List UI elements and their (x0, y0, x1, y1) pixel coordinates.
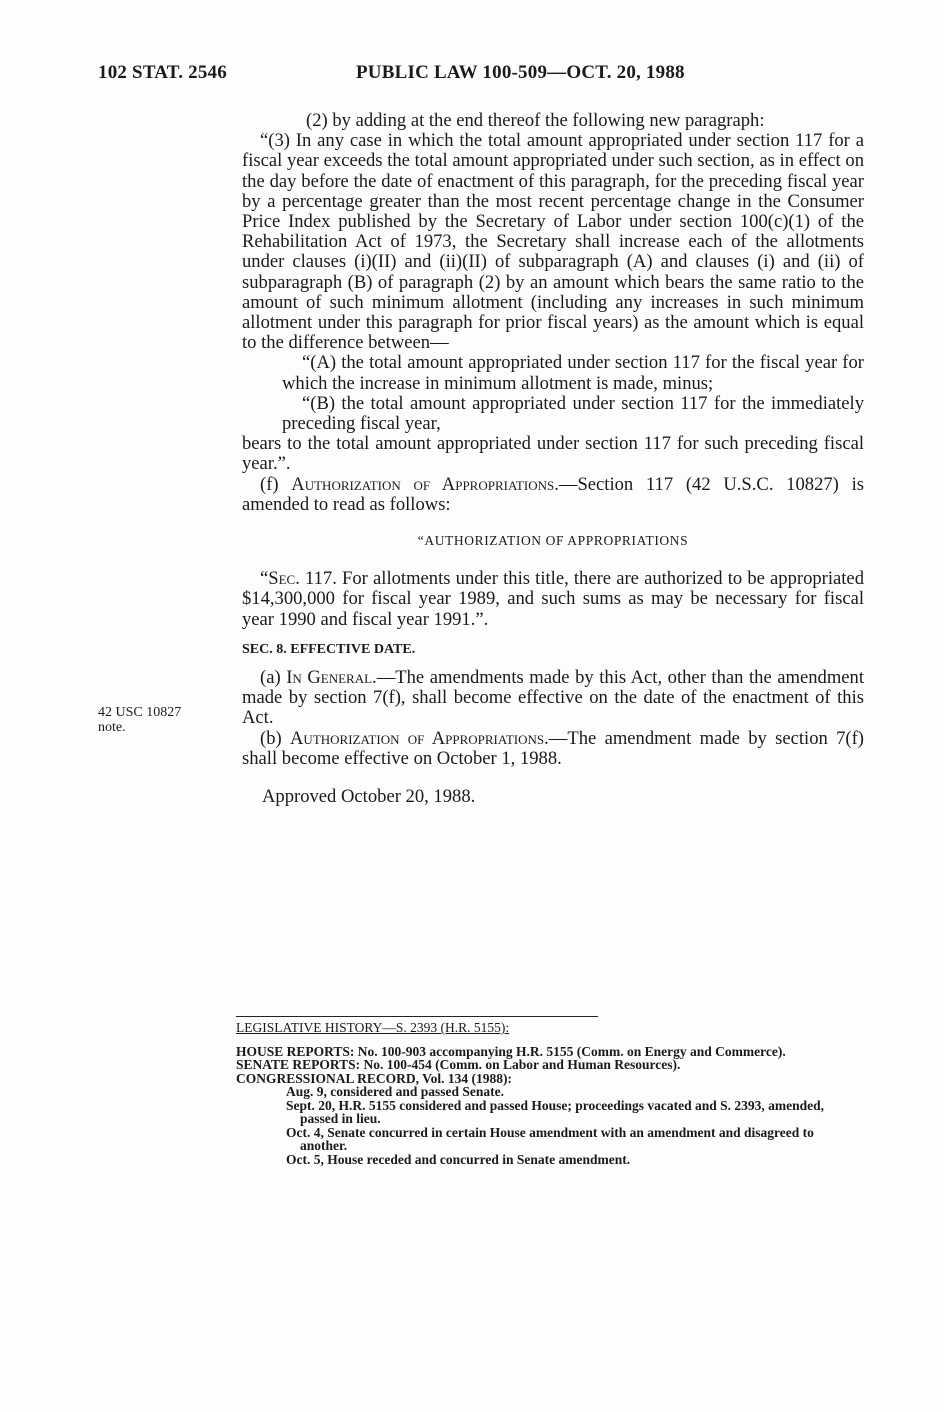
record-entry: Sept. 20, H.R. 5155 considered and passed House; proceedings vacated and S. 2393, amended, passed in lieu. (286, 1097, 825, 1126)
subsection-f-text: —Section 117 (42 U.S.C. 10827) is amended to read as follows: (242, 473, 864, 515)
subsection-a (242, 668, 864, 729)
subsection-f-heading: Authorization of Appropriations. (291, 473, 559, 495)
subsection-b (242, 729, 864, 769)
section-8-heading: SEC. 8. EFFECTIVE DATE. (242, 641, 416, 657)
subsection-a-text: —The amendments made by this Act, other than the amendment made by section 7(f), shall become effective on the date of the enactment of this Act. (242, 667, 864, 729)
paragraph-3: “(3) In any case in which the total amount appropriated under section 117 for a fiscal year exceeds the total amount appropriated under such section, as in effect on the day before the date of enactment of this paragraph, for the preceding fiscal year by a percentage greater than the most recent percentage change in the Consumer Price Index published by the Secretary of Labor under section 100(c)(1) of the Rehabilitation Act of 1973, the Secretary shall increase each of the allotments under clauses (i)(II) and (ii)(II) of subparagraph (A) and clauses (i) and (ii) of subparagraph (B) of paragraph (2) by an amount which bears the same ratio to the amount of such minimum allotment (including any increases in such minimum allotment under this paragraph for prior fiscal years) as the amount which is equal to the difference between— (242, 130, 864, 354)
center-heading: “AUTHORIZATION OF APPROPRIATIONS (417, 533, 689, 549)
legislative-history-title: LEGISLATIVE HISTORY—S. 2393 (H.R. 5155): (236, 1020, 510, 1035)
congressional-record: CONGRESSIONAL RECORD, Vol. 134 (1988): (236, 1070, 513, 1086)
subsection-f (242, 475, 864, 515)
approved-date: Approved October 20, 1988. (262, 786, 476, 808)
page-header-title: PUBLIC LAW 100-509—OCT. 20, 1988 (356, 62, 685, 83)
bears-to-clause: bears to the total amount appropriated under section 117 for such preceding fiscal year.”. (242, 433, 864, 475)
subsection-b-text: —The amendment made by section 7(f) shall become effective on October 1, 1988. (242, 727, 864, 769)
main-body (242, 111, 864, 807)
section-117-open-quote: “ (260, 568, 269, 590)
subsection-a-label: (a) (260, 667, 287, 689)
margin-note-citation: 42 USC 10827 (98, 705, 182, 720)
record-entry: Aug. 9, considered and passed Senate. (286, 1084, 505, 1099)
subsection-a-heading: In General. (286, 667, 377, 689)
house-reports: HOUSE REPORTS: No. 100-903 accompanying H.R. 5155 (Comm. on Energy and Commerce). (236, 1043, 786, 1059)
section-117 (242, 569, 864, 630)
section-117-text: 117. For allotments under this title, there are authorized to be appropriated $14,300,000 for fiscal year 1989, and such sums as may be necessary for fiscal year 1990 and fiscal year 1991.”. (242, 568, 864, 630)
subsection-b-label: (b) (260, 727, 290, 749)
subparagraph-a: “(A) the total amount appropriated under section 117 for the fiscal year for which the increase in minimum allotment is made, minus; (282, 352, 864, 394)
legislative-history (236, 1016, 862, 1166)
paragraph-2: (2) by adding at the end thereof the following new paragraph: (306, 110, 765, 131)
subsection-b-heading: Authorization of Appropriations. (290, 727, 549, 749)
margin-note-label: note. (98, 720, 126, 735)
subparagraph-b: “(B) the total amount appropriated under section 117 for the immediately preceding fiscal year, (282, 392, 864, 435)
record-entry: Oct. 5, House receded and concurred in Senate amendment. (286, 1151, 631, 1167)
stat-page-number: 102 STAT. 2546 (98, 62, 227, 83)
subsection-f-label: (f) (260, 473, 292, 495)
senate-reports: SENATE REPORTS: No. 100-454 (Comm. on Labor and Human Resources). (236, 1057, 681, 1072)
section-117-label: Sec. (268, 568, 300, 590)
margin-note (98, 705, 181, 735)
record-entry: Oct. 4, Senate concurred in certain House amendment with an amendment and disagreed to another. (286, 1124, 814, 1153)
footnote-divider (236, 1016, 598, 1017)
